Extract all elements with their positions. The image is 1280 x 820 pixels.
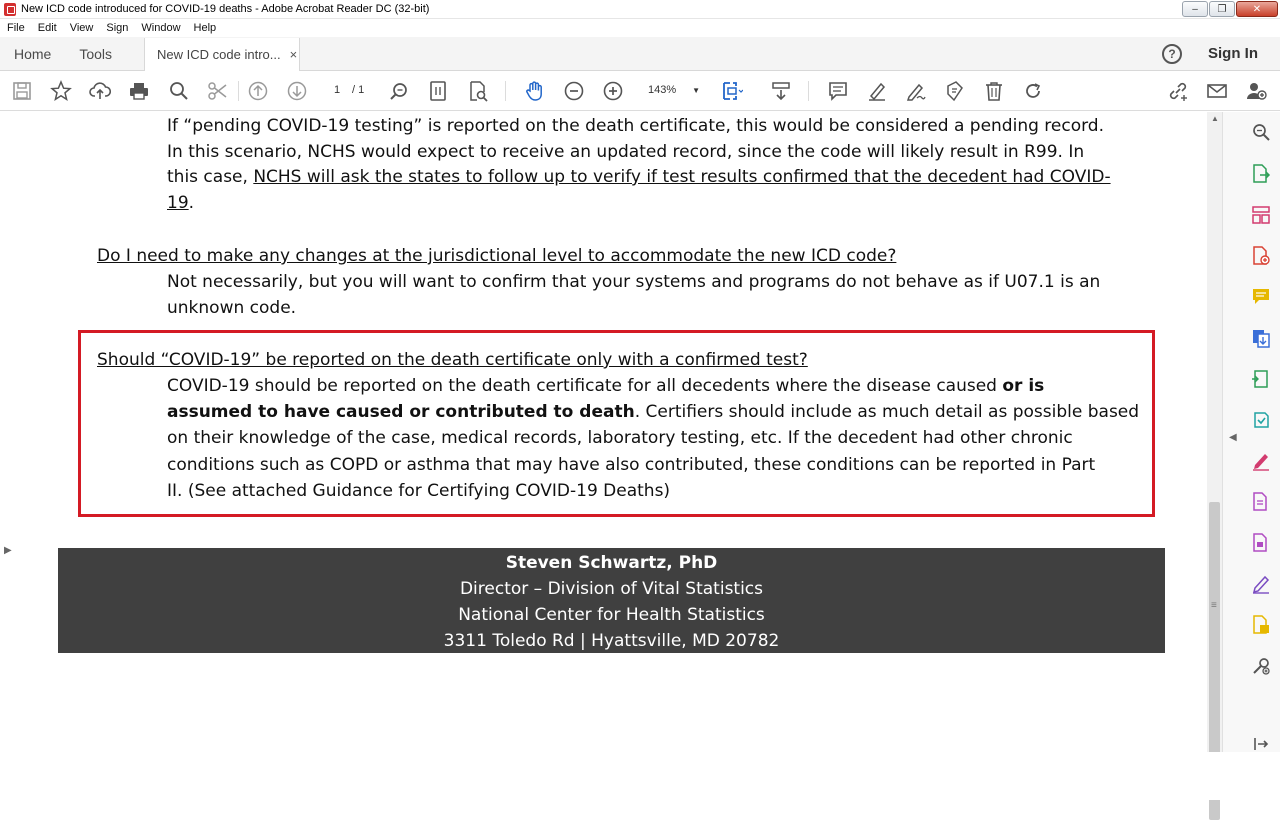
scissors-icon[interactable] [206, 79, 230, 103]
chevron-down-icon: ▼ [692, 85, 701, 95]
scroll-up-icon[interactable]: ▲ [1211, 114, 1219, 123]
q2-answer-line2: unknown code. [167, 298, 297, 318]
help-icon[interactable]: ? [1162, 44, 1182, 64]
protect-icon[interactable] [1250, 532, 1272, 554]
q3-line3: on their knowledge of the case, medical records, laboratory testing, etc. If the decedent had other chronic [167, 428, 1073, 448]
menu-edit[interactable]: Edit [37, 22, 57, 34]
q3-question: Should “COVID-19” be reported on the death certificate only with a confirmed test? [97, 350, 808, 370]
request-signature-icon[interactable] [1250, 573, 1272, 595]
create-pdf-icon[interactable] [1250, 245, 1272, 267]
delete-icon[interactable] [982, 79, 1006, 103]
menu-bar [0, 19, 1280, 37]
comment-icon[interactable] [826, 79, 850, 103]
maximize-button[interactable]: ❐ [1209, 1, 1235, 17]
link-icon[interactable] [1166, 79, 1190, 103]
send-track-icon[interactable] [1250, 409, 1272, 431]
signature-org: National Center for Health Statistics [458, 605, 765, 625]
q3-line2-post: . Certifiers should include as much detail as possible based [634, 402, 1140, 422]
toolbar-separator [505, 81, 506, 101]
organize-pages-icon[interactable] [1250, 204, 1272, 226]
fill-sign-icon[interactable] [1250, 450, 1272, 472]
rotate-icon[interactable] [1021, 79, 1045, 103]
signature-address: 3311 Toledo Rd | Hyattsville, MD 20782 [443, 631, 780, 651]
expand-left-panel-icon[interactable]: ▶ [4, 545, 12, 556]
q2-answer-line1: Not necessarily, but you will want to confirm that your systems and programs do not behave as if U07.1 is an [167, 272, 1101, 292]
scroll-mode-icon[interactable] [769, 79, 793, 103]
more-tools-icon[interactable] [1250, 614, 1272, 636]
acrobat-logo-icon [4, 3, 16, 16]
search-tool-icon[interactable] [1250, 121, 1272, 143]
sign-in-button[interactable]: Sign In [1208, 45, 1258, 62]
bookmark-star-icon[interactable] [49, 79, 73, 103]
q3-line2-bold: assumed to have caused or contributed to death [167, 402, 635, 422]
tab-close-icon[interactable]: × [289, 47, 298, 62]
signature-name: Steven Schwartz, PhD [505, 553, 718, 573]
vertical-scrollbar[interactable] [1207, 112, 1222, 752]
customize-tools-icon[interactable] [1250, 655, 1272, 677]
sign-icon[interactable] [904, 79, 928, 103]
hand-tool-icon[interactable] [523, 79, 547, 103]
window-title: New ICD code introduced for COVID-19 deaths - Adobe Acrobat Reader DC (32-bit) [21, 3, 430, 15]
para1-line3 [167, 164, 1111, 190]
tab-bar-right [1162, 37, 1280, 70]
find-text-icon[interactable] [466, 79, 490, 103]
toolbar-separator [238, 81, 239, 101]
save-icon[interactable] [10, 79, 34, 103]
zoom-in-icon[interactable] [601, 79, 625, 103]
page-up-icon[interactable] [246, 79, 270, 103]
minimize-button[interactable]: – [1182, 1, 1208, 17]
compress-icon[interactable] [1250, 368, 1272, 390]
menu-window[interactable]: Window [141, 22, 181, 34]
stamp-icon[interactable] [943, 79, 967, 103]
scrollbar-grip-icon: ≡ [1211, 600, 1217, 611]
upload-cloud-icon[interactable] [88, 79, 112, 103]
edit-pdf-icon[interactable] [1250, 491, 1272, 513]
zoom-marquee-icon[interactable] [387, 79, 411, 103]
para1-line4-post: . [188, 193, 195, 213]
toolbar-separator [808, 81, 809, 101]
para1-line4-underlined: 19 [167, 193, 189, 213]
email-icon[interactable] [1205, 79, 1229, 103]
document-viewer[interactable] [0, 112, 1222, 752]
status-area [0, 752, 1280, 800]
share-user-icon[interactable] [1244, 79, 1268, 103]
main-toolbar [0, 71, 1280, 111]
para1-line4 [167, 190, 194, 216]
tab-tools[interactable]: Tools [79, 45, 113, 62]
highlight-icon[interactable] [865, 79, 889, 103]
tab-home[interactable]: Home [14, 45, 52, 62]
page-number-input[interactable]: 1 [333, 84, 341, 96]
menu-file[interactable]: File [7, 22, 25, 34]
export-pdf-icon[interactable] [1250, 163, 1272, 185]
marquee-icon[interactable] [720, 79, 744, 103]
zoom-level-value: 143% [648, 84, 677, 96]
tab-document-label: New ICD code intro... [157, 47, 281, 62]
comment-tool-icon[interactable] [1250, 286, 1272, 308]
menu-help[interactable]: Help [193, 22, 217, 34]
page-fit-icon[interactable] [426, 79, 450, 103]
signature-title: Director – Division of Vital Statistics [459, 579, 764, 599]
para1-line1: If “pending COVID-19 testing” is reported on the death certificate, this would be considered a pending record. [167, 116, 1104, 136]
page-down-icon[interactable] [285, 79, 309, 103]
tab-bar [0, 37, 1280, 71]
q3-line1-pre: COVID-19 should be reported on the death certificate for all decedents where the disease caused [167, 376, 1003, 396]
para1-line3-pre: this case, [167, 167, 254, 187]
para1-line3-underlined: NCHS will ask the states to follow up to verify if test results confirmed that the decedent had COVID- [253, 167, 1111, 187]
right-tools-panel [1222, 112, 1280, 762]
q3-line4: conditions such as COPD or asthma that may have also contributed, these conditions can be reported in Part [167, 455, 1096, 475]
q3-line5: II. (See attached Guidance for Certifying COVID-19 Deaths) [167, 481, 671, 501]
q3-line1 [167, 373, 1044, 399]
print-icon[interactable] [127, 79, 151, 103]
menu-view[interactable]: View [69, 22, 94, 34]
collapse-panel-arrow-icon[interactable]: ◀ [1229, 432, 1237, 443]
para1-line2: In this scenario, NCHS would expect to receive an updated record, since the code will likely result in R99. In [167, 142, 1085, 162]
tab-document[interactable] [144, 38, 300, 71]
q2-question: Do I need to make any changes at the jurisdictional level to accommodate the new ICD code? [97, 246, 897, 266]
search-icon[interactable] [167, 79, 191, 103]
close-button[interactable]: ✕ [1236, 1, 1278, 17]
page-total-label: / 1 [352, 84, 365, 96]
signature-block [58, 548, 1165, 653]
zoom-out-icon[interactable] [562, 79, 586, 103]
menu-sign[interactable]: Sign [106, 22, 129, 34]
window-title-bar [0, 0, 1280, 19]
q3-line1-bold: or is [1002, 376, 1045, 396]
q3-line2 [167, 399, 1139, 425]
combine-files-icon[interactable] [1250, 327, 1272, 349]
zoom-level-select[interactable] [640, 80, 702, 100]
window-controls [1182, 1, 1278, 17]
